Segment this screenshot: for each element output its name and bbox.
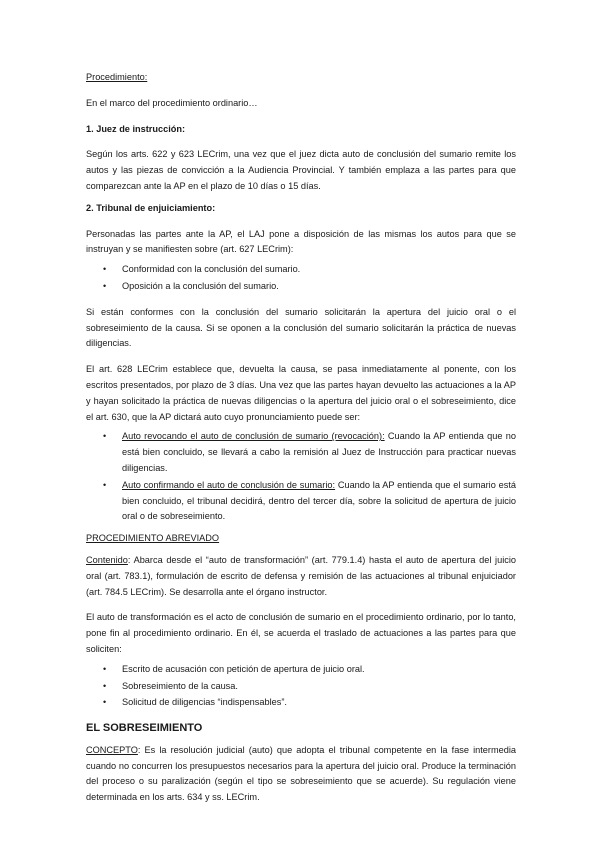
conformidad-list xyxy=(86,262,516,295)
intro-text: En el marco del procedimiento ordinario… xyxy=(86,97,258,108)
bullet-icon: • xyxy=(103,479,107,490)
list-item: • Oposición a la conclusión del sumario. xyxy=(86,279,516,295)
bullet-icon: • xyxy=(103,280,107,291)
list-item xyxy=(86,478,516,525)
sobreseimiento-concepto xyxy=(86,743,516,806)
section2-para2: El art. 628 LECrim establece que, devuelta la causa, se pasa inmediatamente al ponente, con los escritos presentados, por plazo de 3 días. Una vez que las partes hayan devuelto las actuaciones a la AP y hayan solicitado la práctica de nuevas diligencias o la apertura del juicio oral o el sobreseimiento, dice el art. 630, que la AP dictará auto cuyo pronunciamiento puede ser: xyxy=(86,364,516,422)
procedimiento-label: Procedimiento: xyxy=(86,72,148,82)
bullet-icon: • xyxy=(103,680,107,691)
section2-para1: Si están conformes con la conclusión del sumario solicitarán la apertura del juicio oral o el sobreseimiento de la causa. Si se oponen a la conclusión del sumario solicitarán la práctica de nuevas diligencias. xyxy=(86,306,516,349)
bullet-icon: • xyxy=(103,264,107,275)
section2-title: 2. Tribunal de enjuiciamiento: xyxy=(86,202,216,213)
document-page xyxy=(86,70,516,806)
section1-text: Según los arts. 622 y 623 LECrim, una vez que el juez dicta auto de conclusión del sumario remite los autos y las piezas de convicción a la Audiencia Provincial. Y también emplaza a las partes para que comparezcan ante la AP en el plazo de 10 días o 15 días. xyxy=(86,149,516,191)
bullet-icon: • xyxy=(103,663,107,674)
concepto-text: : Es la resolución judicial (auto) que adopta el tribunal competente en la fase intermedia cuando no concurren los presupuestos necesarios para la apertura del juicio oral. Produce la terminación del proceso o su paralización (según el tipo se sobreseimiento que se acuerde). Su regulación viene determinada en los arts. 634 y ss. LECrim. xyxy=(86,744,516,803)
solicitudes-list xyxy=(86,662,516,711)
abreviado-contenido xyxy=(86,553,516,600)
list-item xyxy=(86,429,516,476)
auto-list xyxy=(86,429,516,525)
list-item: • Conformidad con la conclusión del sumario. xyxy=(86,262,516,278)
contenido-label: Contenido xyxy=(86,554,128,565)
section1-title: 1. Juez de instrucción: xyxy=(86,123,186,134)
auto-revocando-text: Cuando la AP entienda que no está bien concluido, se llevará a cabo la remisión al Juez de Instrucción para practicar nuevas diligencias. xyxy=(122,431,516,473)
auto-confirmando-label: Auto confirmando el auto de conclusión de sumario: xyxy=(122,479,336,490)
bullet-icon: • xyxy=(103,431,107,442)
auto-confirmando-text: Cuando la AP entienda que el sumario está bien concluido, el tribunal decidirá, dentro del tercer día, sobre la solicitud de apertura de juicio oral o de sobreseimiento. xyxy=(122,479,516,522)
contenido-text: : Abarca desde el “auto de transformación” (art. 779.1.4) hasta el auto de apertura del juicio oral (art. 783.1), formulación de escrito de defensa y remisión de las actuaciones al tribunal enjuiciador (art. 784.5 LECrim). Se desarrolla ante el órgano instructor. xyxy=(86,554,516,597)
auto-revocando-label: Auto revocando el auto de conclusión de sumario (revocación): xyxy=(122,431,385,442)
list-item: • Sobreseimiento de la causa. xyxy=(86,679,516,695)
section2-text: Personadas las partes ante la AP, el LAJ pone a disposición de las mismas los autos para que se instruyan y se manifiesten sobre (art. 627 LECrim): xyxy=(86,228,516,255)
list-item: • Solicitud de diligencias “indispensables”. xyxy=(86,695,516,711)
list-item: • Escrito de acusación con petición de apertura de juicio oral. xyxy=(86,662,516,678)
bullet-icon: • xyxy=(103,697,107,708)
abreviado-para: El auto de transformación es el acto de conclusión de sumario en el procedimiento ordinario, por lo tanto, pone fin al procedimiento ordinario. En él, se acuerda el traslado de actuaciones a las partes para que soliciten: xyxy=(86,612,516,654)
abreviado-title: PROCEDIMIENTO ABREVIADO xyxy=(86,533,220,544)
sobreseimiento-title: EL SOBRESEIMIENTO xyxy=(86,722,203,735)
concepto-label: CONCEPTO xyxy=(86,744,138,755)
